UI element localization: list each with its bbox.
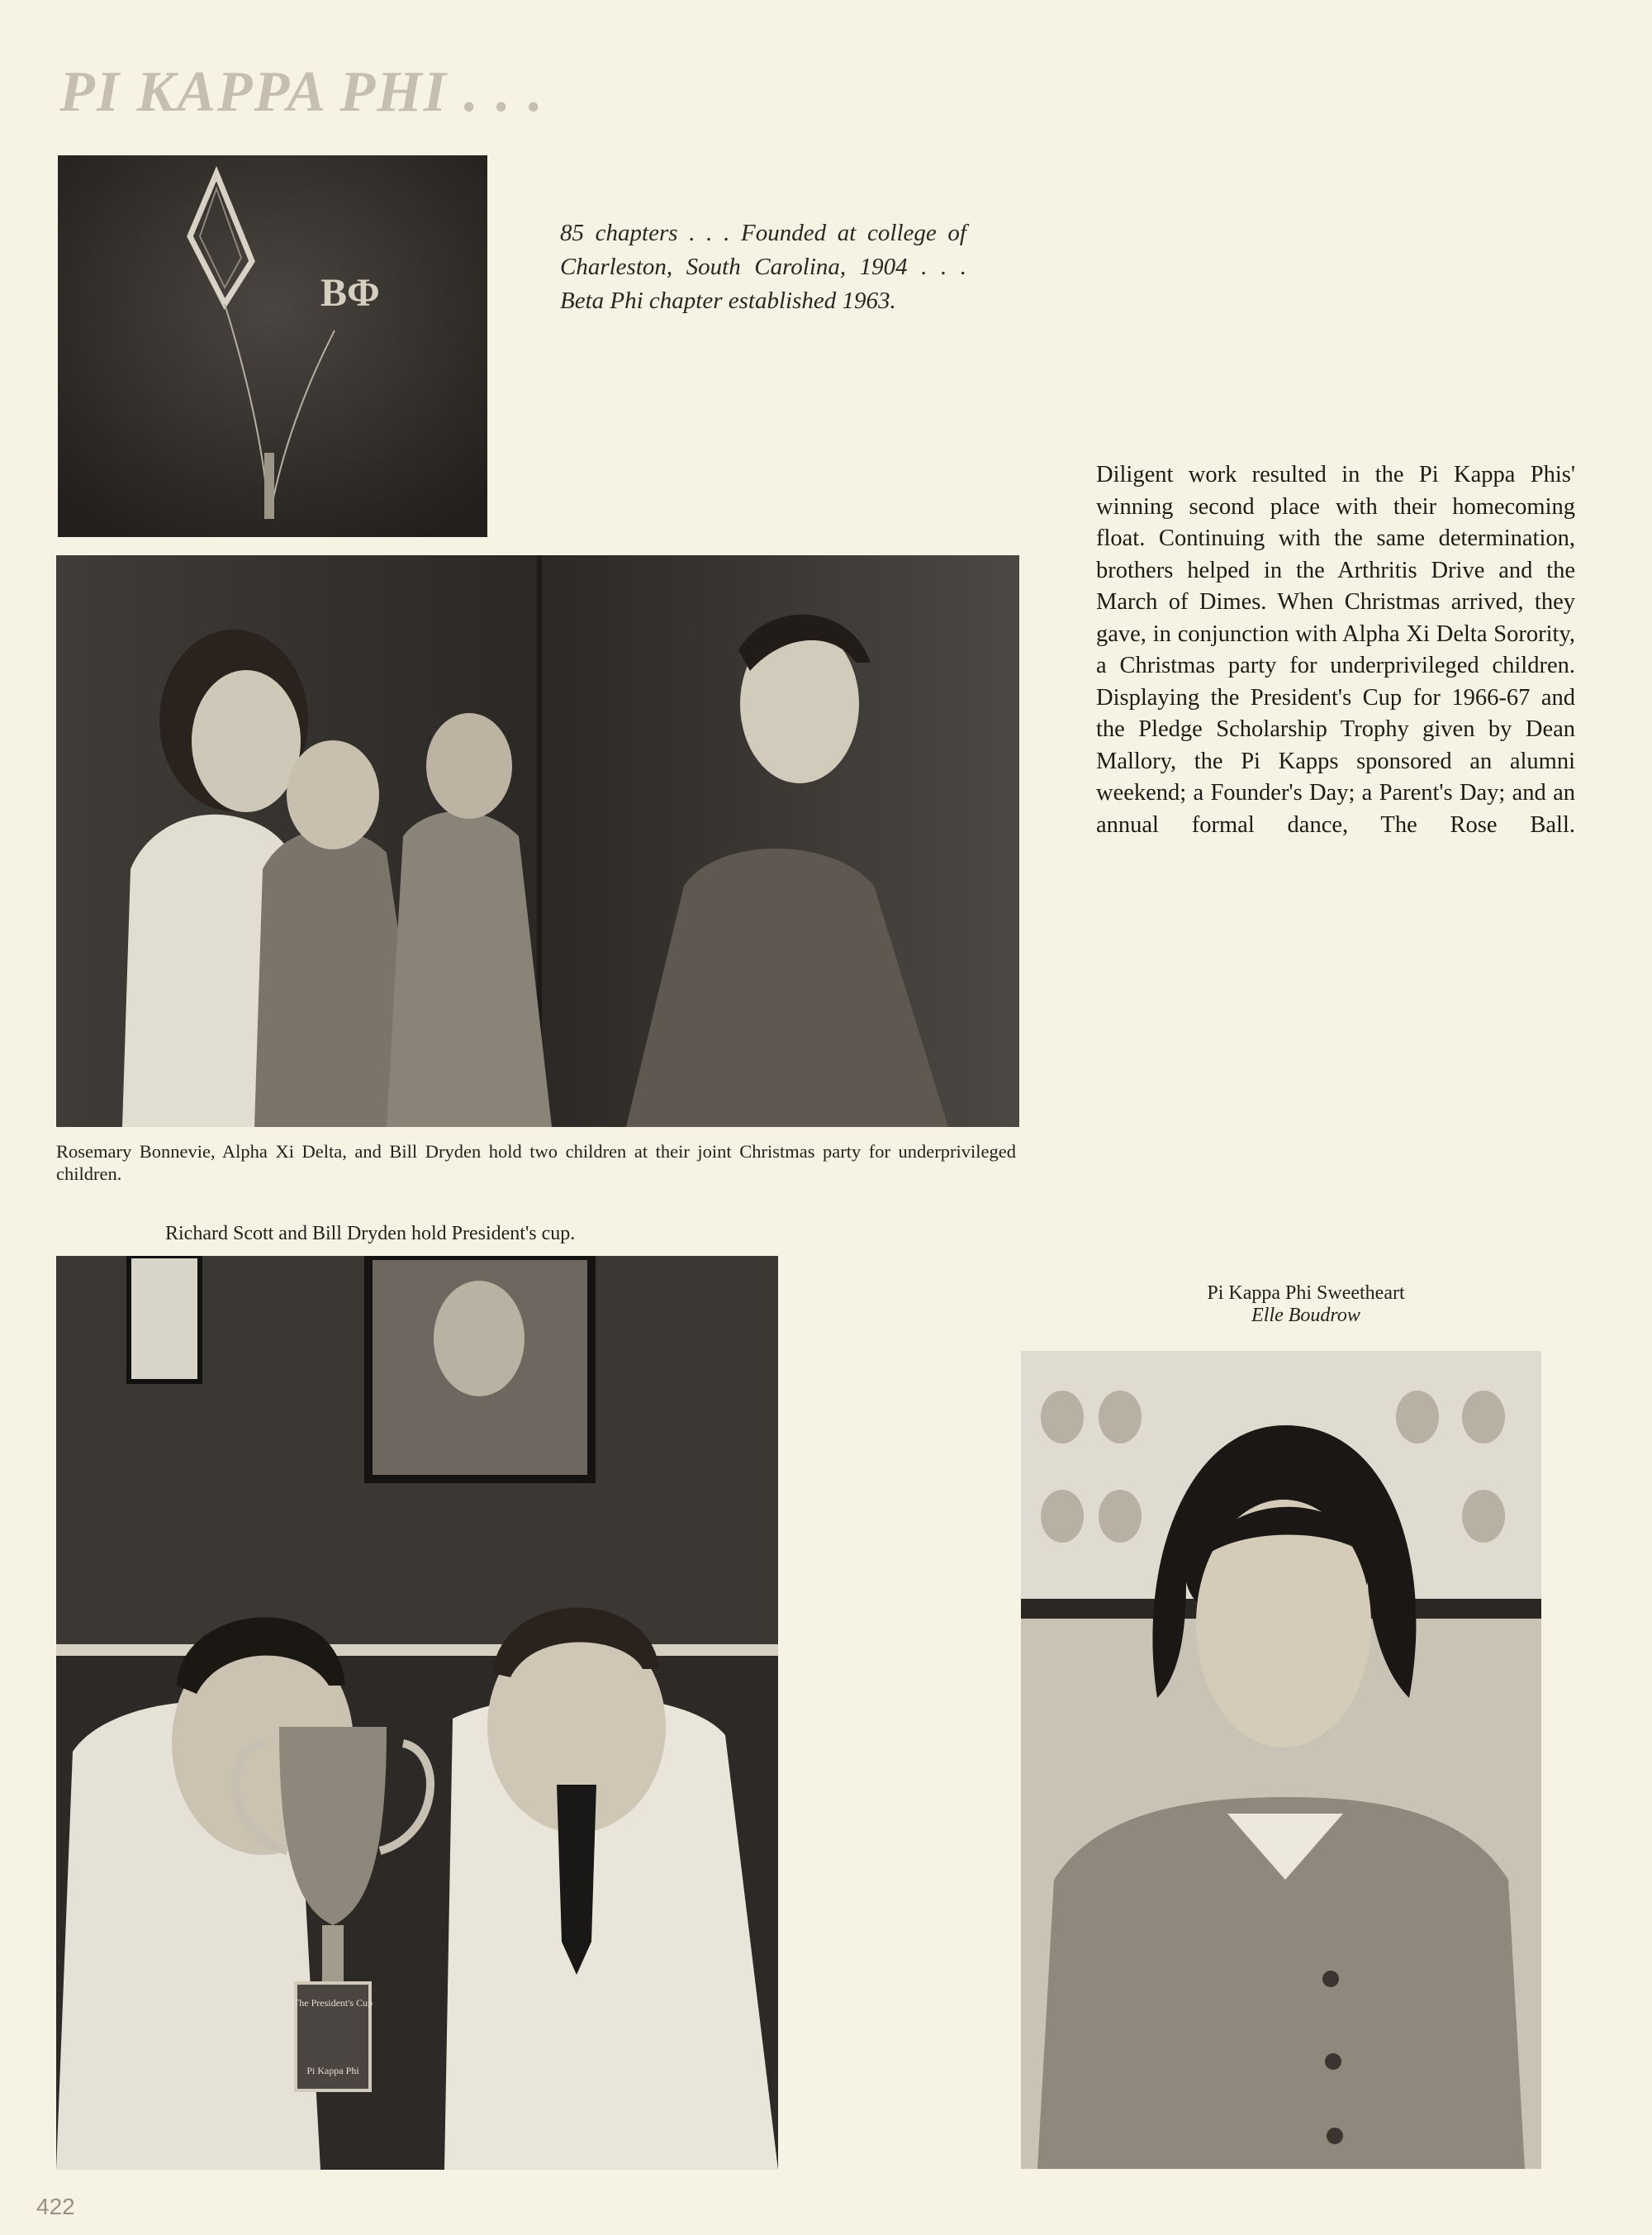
trophy-plaque-line2: Pi Kappa Phi [306,2065,359,2076]
page-title: PI KAPPA PHI . . . [59,60,544,124]
founded-text: 85 chapters . . . Founded at college of Charleston, South Carolina, 1904 . . . Beta Phi chapter established 1963. [560,220,966,314]
sweetheart-name: Elle Boudrow [1251,1305,1360,1326]
sweetheart-caption [1021,1282,1591,1327]
christmas-party-caption: Rosemary Bonnevie, Alpha Xi Delta, and Bill Dryden hold two children at their joint Christmas party for underprivileged children. [56,1141,1016,1184]
page-number: 422 [36,2194,75,2219]
article-body: Diligent work resulted in the Pi Kappa Phis' winning second place with their homecoming float. Continuing with the same determination, brothers helped in the Arthritis Drive and the March of Dimes. When Christmas arrived, they gave, in conjunction with Alpha Xi Delta Sorority, a Christmas party for underprivileged children. Displaying the President's Cup for 1966-67 and the Pledge Scholarship Trophy given by Dean Mallory, the Pi Kapps sponsored an alumni weekend; a Founder's Day; a Parent's Day; and an annual formal dance, The Rose Ball. [1096,462,1575,838]
presidents-cup-photo [56,1256,778,2170]
sweetheart-label: Pi Kappa Phi Sweetheart [1207,1282,1405,1304]
sweetheart-photo [1021,1351,1541,2169]
christmas-party-photo [56,555,1019,1127]
presidents-cup-caption: Richard Scott and Bill Dryden hold President's cup. [165,1223,576,1244]
trophy-plaque-line1: The President's Cup [292,1997,373,2009]
fraternity-pin-photo [58,155,487,537]
badge-letters: ΒΦ [320,271,380,315]
